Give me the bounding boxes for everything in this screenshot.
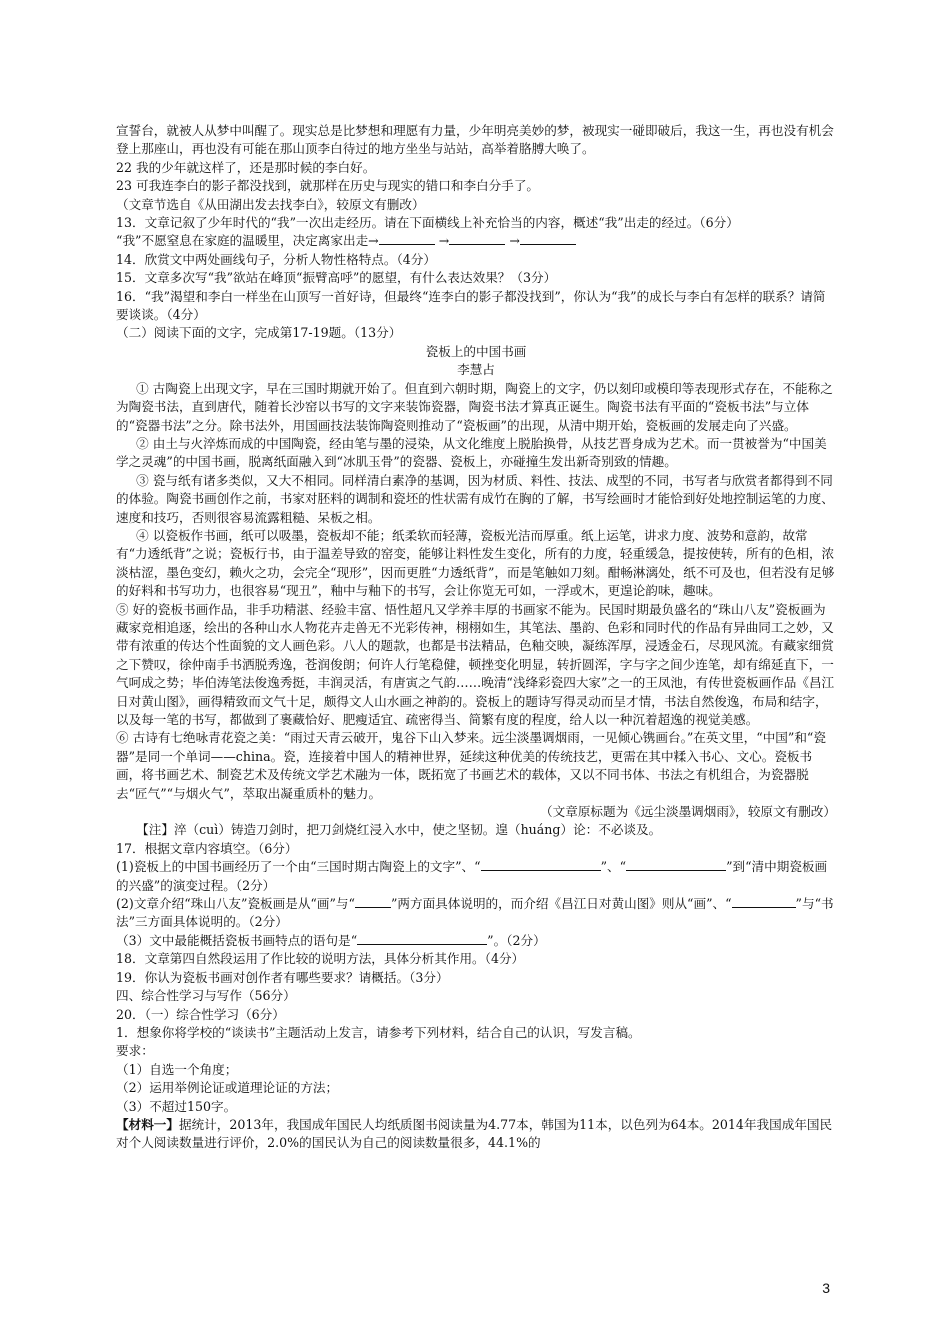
question-17: 17．根据文章内容填空。（6分） (116, 840, 298, 856)
q13-line-text: “我”不愿窒息在家庭的温暖里，决定离家出走→ (116, 233, 379, 249)
arrow: → (438, 233, 450, 249)
answer-blank[interactable] (355, 895, 391, 908)
article-paragraph-3: ③ 瓷与纸有诸多类似，又大不相同。同样清白素净的基调，因为材质、料性、技法、成型的不同，书写者与欣赏者都得到不同的体验。陶瓷书画创作之前，书家对胚料的调制和瓷坯的性状需有成竹在胸的了解，书写绘画时才能恰到好处地控制运笔的力度、速度和技巧，否则很容易流露粗糙、呆板之相。 (116, 472, 834, 525)
question-17-2 (116, 895, 836, 932)
question-14: 14．欣赏文中两处画线句子，分析人物性格特点。（4分） (116, 251, 436, 267)
answer-blank[interactable] (357, 932, 487, 945)
question-16: 16．“我”渴望和李白一样坐在山顶写一首好诗，但最终“连李白的影子都没找到”，你认为“我”的成长与李白有怎样的联系？请简要谈谈。（4分） (116, 288, 826, 323)
section-2-heading: （二）阅读下面的文字，完成第17-19题。（13分） (116, 325, 402, 341)
article-paragraph-4: ④ 以瓷板作书画，纸可以吸墨，瓷板却不能；纸柔软而轻薄，瓷板光洁而厚重。纸上运笔，讲求力度、波势和意韵，故常有“力透纸背”之说；瓷板行书，由于温差导致的窑变，能够让料性发生变化，所有的力度，轻重缓急，提按使转，所有的色相，浓淡枯涩，墨色变幻，赖火之功，会完全“现形”，因而更胜“力透纸背”，而是笔触如刀刻。酣畅淋漓处，纸不可及也，但若没有足够的好料和书写功力，也很容易“现丑”，釉中与釉下的书写，会让你览无可如，一浮或木，更遑论韵味，趣味。 (116, 527, 835, 599)
prose-paragraph-23: 23 可我连李白的影子都没找到，就那样在历史与现实的错口和李白分手了。 (116, 178, 540, 194)
page-number: 3 (822, 1280, 830, 1296)
article-paragraph-6: ⑥ 古诗有七绝咏青花瓷之美：“雨过天青云破开，鬼谷下山入梦来。远尘淡墨调烟雨，一见倾心镌画台。”在英文里，“中国”和“瓷器”是同一个单词——china。瓷，连接着中国人的精神世界，延续这种优美的传统技艺，更需在其中糅入书心、文心。瓷板书画，将书画艺术、制瓷艺术及传统文学艺术融为一体，既拓宽了书画艺术的载体，又以不同书体、书法之有机组合，为瓷器脱去“匠气”“与烟火气”，萃取出凝重质朴的魅力。 (116, 730, 826, 801)
writing-task: 1．想象你将学校的“谈读书”主题活动上发言，请参考下列材料，结合自己的认识，写发言稿。 (116, 1024, 641, 1040)
q17-2-text: (2)文章介绍“珠山八友”瓷板画是从“画”与“ (116, 896, 355, 912)
arrow: → (509, 233, 520, 249)
q17-2-text: ”与“书法”三方面具体说明的。（2分） (116, 896, 834, 930)
material-1 (116, 1116, 836, 1153)
article-paragraph-5: ⑤ 好的瓷板书画作品，非手功精湛、经验丰富、悟性超凡又学养丰厚的书画家不能为。民国时期最负盛名的“珠山八友”瓷板画为藏家竞相追逐，绘出的各种山水人物花卉走兽无不光彩传神，栩栩如生，其笔法、墨韵、色彩和同时代的作品有异曲同工之妙，又带有浓重的传达个性面貌的文人画色彩。八人的题款，也都是书法精品，色釉交映，凝练浑厚，浸透金石，尽现风流。有藏家细赏之下赞叹，徐仲南手书洒脱秀逸，苍润俊朗；何许人行笔稳健，顿挫变化明显，转折圆浑，字与字之间少连笔，却有绵延直下，一气呵成之势；毕伯涛笔法俊逸秀挺，丰润灵活，有唐寅之气韵……晚清“浅绛彩瓷四大家”之一的王凤池，有传世瓷板画作品《昌江日对黄山图》，画得精致而文气十足，颇得文人山水画之神韵的。瓷板上的题诗写得灵动而呈才情，书法自然俊逸，布局和结字，以及每一笔的书写，都做到了裹藏恰好、肥瘦适宜、疏密得当、简繁有度的程度，给人以一种沉着超逸的视觉美感。 (116, 601, 835, 727)
prose-paragraph-22: 22 我的少年就这样了，还是那时候的李白好。 (116, 159, 376, 175)
article-source: （文章原标题为《远尘淡墨调烟雨》，较原文有删改） (540, 804, 836, 820)
requirement-2: （2）运用举例论证或道理论证的方法； (116, 1080, 339, 1096)
question-17-3 (116, 932, 836, 950)
answer-blank[interactable] (449, 232, 505, 245)
article-paragraph-1: ① 古陶瓷上出现文字，早在三国时期就开始了。但直到六朝时期，陶瓷上的文字，仍以刻印或模印等表现形式存在，不能称之为陶瓷书法，直到唐代，随着长沙窑以书写的文字来装饰瓷器，陶瓷书法才算真正诞生。陶瓷书法有平面的“瓷板书法”与立体的“瓷器书法”之分。除书法外，用国画技法装饰陶瓷则推动了“瓷板画”的出现，从清中期开始，瓷板画的发展走向了兴盛。 (116, 380, 833, 433)
article-author: 李慧占 (457, 362, 495, 378)
answer-blank[interactable] (520, 232, 576, 245)
requirement-1: （1）自选一个角度； (116, 1061, 238, 1077)
material-1-label: 【材料一】 (116, 1116, 179, 1132)
prose-paragraph: 宣誓台，就被人从梦中叫醒了。现实总是比梦想和理愿有力量，少年明亮美妙的梦，被现实一碰即破后，我这一生，再也没有机会登上那座山，再也没有可能在那山顶李白待过的地方坐坐与站站，高举着胳膊大唤了。 (116, 123, 834, 157)
question-20: 20．（一）综合性学习（6分） (116, 1006, 285, 1022)
question-18: 18．文章第四自然段运用了作比较的说明方法，具体分析其作用。（4分） (116, 951, 525, 967)
q17-1-text: ”、“ (600, 859, 627, 875)
article-paragraph-2: ② 由土与火淬炼而成的中国陶瓷，经由笔与墨的浸染，从文化维度上脱胎换骨，从技艺晋身成为艺术。而一贯被誉为“中国美学之灵魂”的中国书画，脱离纸面融入到“冰肌玉骨”的瓷器、瓷板上，亦碰撞生发出新奇别致的情趣。 (116, 435, 827, 470)
answer-blank[interactable] (481, 858, 601, 871)
question-13: 13．文章记叙了少年时代的“我”一次出走经历。请在下面横线上补充恰当的内容，概述“我”出走的经过。（6分） (116, 215, 739, 231)
answer-blank[interactable] (626, 858, 726, 871)
answer-blank[interactable] (379, 232, 435, 245)
article-title: 瓷板上的中国书画 (425, 343, 527, 359)
q17-1-text: ”到“清中期瓷板画的兴盛”的演变过程。（2分） (116, 859, 828, 893)
requirements-label: 要求： (116, 1043, 154, 1059)
source-note: （文章节选自《从田湖出发去找李白》，较原文有删改） (116, 196, 425, 212)
q17-1-text: (1)瓷板上的中国书画经历了一个由“三国时期古陶瓷上的文字”、“ (116, 859, 481, 875)
section-4-heading: 四、综合性学习与写作（56分） (116, 988, 296, 1004)
material-1-text: 据统计，2013年，我国成年国民人均纸质图书阅读量为4.77本，韩国为11本，以色列为64本。2014年我国成年国民对个人阅读数量进行评价，2.0%的国民认为自己的阅读数量很多，44.1%的 (116, 1116, 833, 1151)
question-13-answer-line (116, 232, 836, 250)
answer-blank[interactable] (732, 895, 796, 908)
q17-2-text: ”两方面具体说明的，而介绍《昌江日对黄山图》则从“画”、“ (390, 896, 732, 912)
q17-3-text: （3）文中最能概括瓷板书画特点的语句是“ (116, 932, 358, 948)
q17-3-text: ”。（2分） (487, 932, 546, 948)
question-19: 19．你认为瓷板书画对创作者有哪些要求？请概括。（3分） (116, 969, 449, 985)
document-page (116, 122, 836, 1153)
article-footnote: 【注】淬（cuì）铸造刀剑时，把刀剑烧红浸入水中，使之坚韧。遑（huáng）论：不必谈及。 (136, 822, 662, 838)
requirement-3: （3）不超过150字。 (116, 1098, 237, 1114)
question-15: 15．文章多次写“我”欲站在峰顶“振臂高呼”的愿望，有什么表达效果？（3分） (116, 270, 557, 286)
question-17-1 (116, 858, 836, 895)
